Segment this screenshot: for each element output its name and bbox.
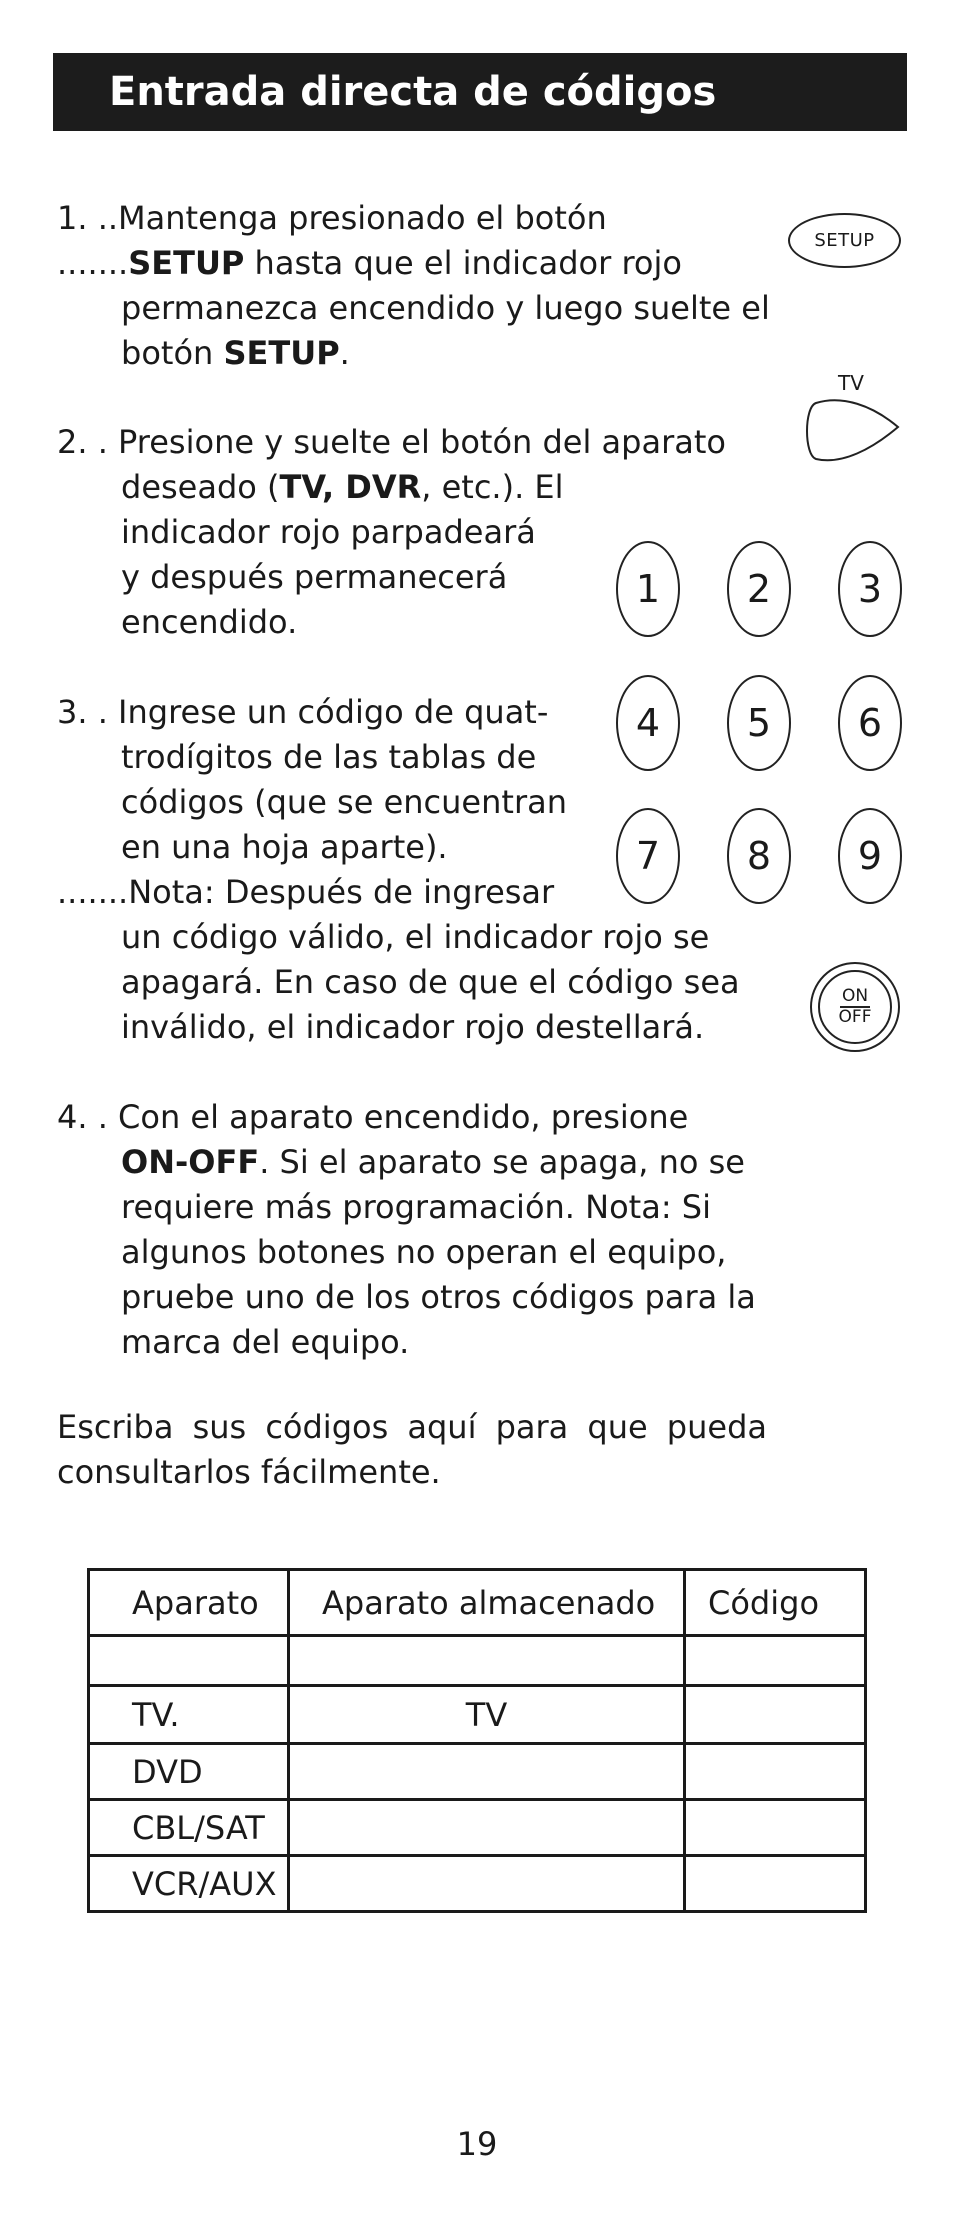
- table-row: [89, 1636, 866, 1686]
- header-aparato: Aparato: [89, 1570, 289, 1636]
- step-3-line-4: en una hoja aparte).: [121, 828, 448, 866]
- step-3-line-2: trodígitos de las tablas de: [121, 738, 537, 776]
- step-2-line-1: 2. . Presione y suelte el botón del aparato: [57, 423, 726, 461]
- step-4-line-1: 4. . Con el aparato encendido, presione: [57, 1098, 689, 1136]
- keypad-key-8: 8: [727, 808, 791, 904]
- codes-note-line-1: Escriba sus códigos aquí para que pueda: [57, 1408, 767, 1446]
- section-title: Entrada directa de códigos: [53, 53, 907, 131]
- step-2-line-2-pre: deseado (: [121, 468, 280, 506]
- table-cell: [685, 1744, 866, 1800]
- table-cell: VCR/AUX: [89, 1856, 289, 1912]
- off-label: OFF: [838, 1007, 872, 1027]
- tv-dvr-keyword: TV, DVR: [279, 468, 422, 506]
- step-3-line-1: 3. . Ingrese un código de quat-: [57, 693, 549, 731]
- table-cell: [685, 1800, 866, 1856]
- codes-note-line-2: consultarlos fácilmente.: [57, 1453, 441, 1491]
- step-4-line-6: marca del equipo.: [121, 1323, 410, 1361]
- step-4-line-4: algunos botones no operan el equipo,: [121, 1233, 727, 1271]
- step-1: [57, 196, 770, 376]
- keypad-key-7: 7: [616, 808, 680, 904]
- table-cell: [289, 1636, 685, 1686]
- table-cell: TV: [289, 1686, 685, 1744]
- step-1-line-2: [57, 241, 770, 286]
- step-1-line-4-pre: botón: [121, 334, 224, 372]
- on-off-button-illustration: [810, 962, 900, 1052]
- table-cell: [685, 1686, 866, 1744]
- step-4-line-5: pruebe uno de los otros códigos para la: [121, 1278, 756, 1316]
- step-4-line-2-text: . Si el aparato se apaga, no se: [259, 1143, 745, 1181]
- keypad-key-5: 5: [727, 675, 791, 771]
- table-cell: TV.: [89, 1686, 289, 1744]
- step-1-line-2-text: hasta que el indicador rojo: [244, 244, 682, 282]
- on-label: ON: [841, 986, 869, 1006]
- table-cell: CBL/SAT: [89, 1800, 289, 1856]
- step-3-line-6: un código válido, el indicador rojo se: [121, 918, 710, 956]
- header-aparato-almacenado: Aparato almacenado: [289, 1570, 685, 1636]
- step-3-line-8: inválido, el indicador rojo destellará.: [121, 1008, 705, 1046]
- keypad-key-2: 2: [727, 541, 791, 637]
- table-cell: [685, 1636, 866, 1686]
- table-cell: DVD: [89, 1744, 289, 1800]
- step-1-dots: .......: [57, 244, 129, 282]
- step-2-line-2: [57, 465, 726, 510]
- step-1-line-3: permanezca encendido y luego suelte el: [121, 289, 770, 327]
- page-number: 19: [456, 2125, 498, 2163]
- step-1-line-4: [57, 331, 770, 376]
- step-2-line-3: indicador rojo parpadeará: [121, 513, 536, 551]
- table-cell: [289, 1800, 685, 1856]
- on-off-button-inner: [818, 970, 892, 1044]
- codes-table: [87, 1568, 867, 1913]
- step-1-line-4-post: .: [339, 334, 350, 372]
- step-3-line-7: apagará. En caso de que el código sea: [121, 963, 740, 1001]
- table-row: [89, 1856, 866, 1912]
- header-codigo: Código: [685, 1570, 866, 1636]
- step-2-line-4: y después permanecerá: [121, 558, 508, 596]
- table-row: [89, 1800, 866, 1856]
- table-cell: [685, 1856, 866, 1912]
- table-cell: [289, 1856, 685, 1912]
- table-row: [89, 1744, 866, 1800]
- codes-note: [57, 1405, 767, 1495]
- tv-button-label: TV: [838, 371, 864, 395]
- keypad-key-3: 3: [838, 541, 902, 637]
- table-row: [89, 1686, 866, 1744]
- setup-keyword-2: SETUP: [223, 334, 340, 372]
- table-cell: [89, 1636, 289, 1686]
- setup-button-label: SETUP: [814, 230, 875, 251]
- step-4-line-2: [57, 1140, 756, 1185]
- keypad-key-6: 6: [838, 675, 902, 771]
- on-off-keyword: ON-OFF: [121, 1143, 260, 1181]
- step-1-line-1: 1. ..Mantenga presionado el botón: [57, 199, 607, 237]
- step-3-note-line: .......Nota: Después de ingresar: [57, 873, 555, 911]
- step-3-line-3: códigos (que se encuentran: [121, 783, 567, 821]
- keypad-key-9: 9: [838, 808, 902, 904]
- keypad-key-1: 1: [616, 541, 680, 637]
- table-header-row: [89, 1570, 866, 1636]
- step-2-line-2-post: , etc.). El: [421, 468, 564, 506]
- step-2-line-5: encendido.: [121, 603, 298, 641]
- step-4: [57, 1095, 756, 1365]
- keypad-key-4: 4: [616, 675, 680, 771]
- setup-keyword: SETUP: [128, 244, 245, 282]
- table-cell: [289, 1744, 685, 1800]
- step-4-line-3: requiere más programación. Nota: Si: [121, 1188, 711, 1226]
- setup-button-illustration: [788, 213, 901, 268]
- tv-button-icon: [802, 397, 902, 465]
